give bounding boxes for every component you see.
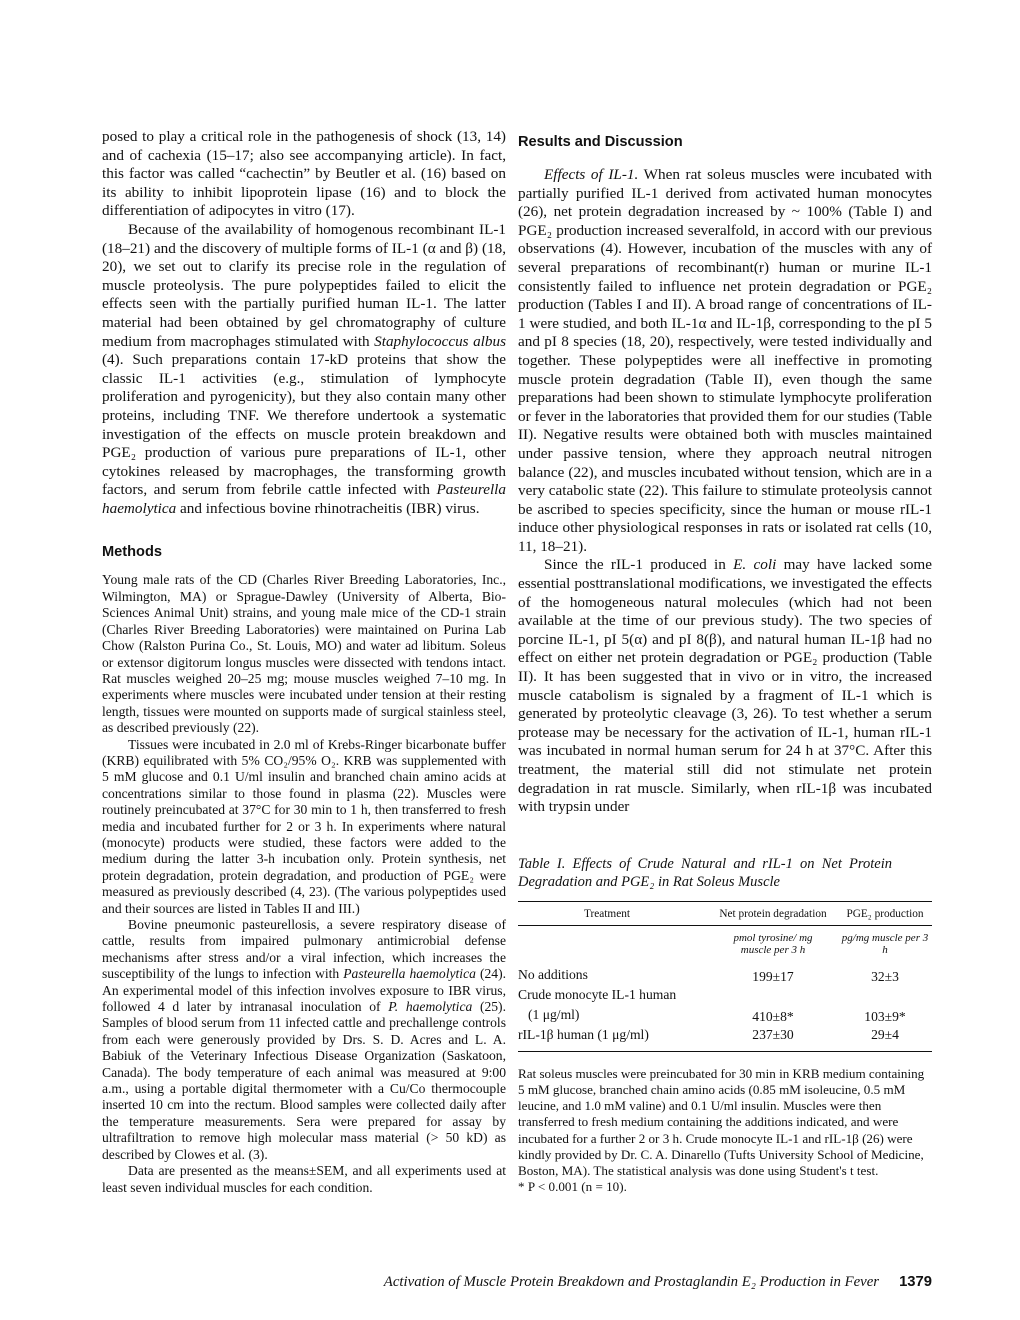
table-unit-degradation: pmol tyrosine/ mg muscle per 3 h	[733, 931, 813, 957]
methods-paragraph-1: Young male rats of the CD (Charles River Breeding Laboratories, Inc., Wilmington, MA) or Sprague-Dawley (University of Alberta, Bio-Sciences Animal Unit) strains, and young male mice of the CD-1 strain (Charles River Breeding Laboratories) were maintained on Purina Lab Chow (Ralston Purina Co., St. Louis, MO) and water ad libitum. Soleus or extensor digitorum longus muscles were dissected with tendons intact. Rat muscles weighed 20–25 mg; mouse muscles weighed 7–10 mg. In experiments where muscles were incubated under tension at their resting length, tissues were mounted on supports made of surgical stainless steel, as described previously (22).	[102, 572, 506, 736]
methods-paragraph-2: Tissues were incubated in 2.0 ml of Krebs-Ringer bicarbonate buffer (KRB) equilibrated with 5% CO₂/95% O₂. KRB was supplemented with 5 mM glucose and 0.1 U/ml insulin and branched chain amino acids at concentrations similar to those found in plasma (22). Muscles were routinely preincubated at 37°C for 30 min to 1 h, then transferred to fresh media and incubated further for 2 or 3 h. In experiments where natural (monocyte) products were studied, these factors were added to the medium during the latter 3-h incubation only. Protein synthesis, net protein degradation, protein degradation, and production of PGE₂ were measured as previously described (4, 23). (The various polypeptides used and their sources are listed in Tables II and III.)	[102, 736, 506, 916]
table-row: No additions 199±17 32±3	[518, 966, 899, 984]
table-header-treatment: Treatment	[584, 907, 631, 920]
methods-paragraph-3: Bovine pneumonic pasteurellosis, a severe respiratory disease of cattle, results from impaired pulmonary antimicrobial defense mechanisms after stress and/or a viral infection, which increases the susceptibility of the lungs to infection with Pasteurella haemolytica (24). An experimental model of this infection involves exposure to IBR virus, followed 4 d later by intranasal inoculation of P. haemolytica (25). Samples of blood serum from 11 infected cattle and prechallenge controls from each were generously provided by Drs. S. D. Acres and L. A. Babiuk of the Veterinary Infectious Disease Organization (Saskatoon, Canada). The body temperature of each animal was measured at 9:00 a.m., using a portable digital thermometer with a Cu/Co thermocouple inserted 10 cm into the rectum. Blood samples were collected daily after the temperature measurements. Sera were prepared for assay by ultrafiltration to remove high molecular mass material (> 50 kD) as described by Clowes et al. (3).	[102, 917, 506, 1162]
table-row: Crude monocyte IL-1 human	[518, 986, 677, 1002]
table-row: rIL-1β human (1 μg/ml) 237±30 29±4	[518, 1026, 899, 1042]
table-title: Table I. Effects of Crude Natural and rIL-1 on Net Protein Degradation and PGE₂ in Rat Soleus Muscle	[518, 855, 892, 890]
table-unit-pge2: pg/mg muscle per 3 h	[841, 931, 929, 957]
table-1-grid	[518, 902, 932, 1066]
page-footer	[380, 1274, 932, 1291]
methods-paragraph-4: Data are presented as the means±SEM, and all experiments used at least seven individual muscles for each condition.	[102, 1163, 506, 1195]
intro-paragraph-1: posed to play a critical role in the pathogenesis of shock (13, 14) and of cachexia (15–17; also see accompanying article). In fact, this factor was called “cachectin” by Beutler et al. (16) based on its ability to inhibit lipoprotein lipase (16) and to block the differentiation of adipocytes in vitro (17).	[102, 128, 506, 220]
table-note: Rat soleus muscles were preincubated for 30 min in KRB medium containing 5 mM glucose, branched chain amino acids (0.85 mM isoleucine, 0.5 mM leucine, and 1.0 mM valine) and 0.1 U/ml insulin. Muscles were then transferred to fresh medium containing the additions indicated, and were incubated for a further 2 or 3 h. Crude monocyte IL-1 and rIL-1β (26) were kindly provided by Dr. C. A. Dinarello (Tufts University School of Medicine, Boston, MA). The statistical analysis was done using Student's t test.	[518, 1065, 925, 1178]
running-title: Activation of Muscle Protein Breakdown and Prostaglandin E₂ Production in Fever	[383, 1274, 880, 1290]
page-number: 1379	[899, 1274, 932, 1290]
intro-paragraph-2: Because of the availability of homogenous recombinant IL-1 (18–21) and the discovery of multiple forms of IL-1 (α and β) (18, 20), we set out to clarify its precise role in the regulation of muscle proteolysis. The pure polypeptides failed to elicit the effects seen with the partially purified human IL-1. The latter material had been obtained by gel chromatography of culture medium from macrophages stimulated with Staphylococcus albus (4). Such preparations contain 17-kD proteins that show the classic IL-1 activities (e.g., stimulation of lymphocyte proliferation and pyrogenicity), but they also contain many other proteins, including TNF. We therefore undertook a systematic investigation of the effects on muscle protein breakdown and PGE₂ production of various pure preparations of IL-1, other cytokines released by macrophages, the transforming growth factors, and serum from febrile cattle infected with Pasteurella haemolytica and infectious bovine rhinotracheitis (IBR) virus.	[102, 220, 506, 517]
results-paragraph-1: Effects of IL-1. When rat soleus muscles were incubated with partially purified IL-1 derived from activated human monocytes (26), net protein degradation increased by ~ 100% (Table I) and PGE₂ production increased severalfold, in accord with our previous observations (4). However, incubation of the muscles with any of several preparations of recombinant(r) human or murine IL-1 consistently failed to influence net protein degradation or PGE₂ production (Tables I and II). A broad range of concentrations of IL-1 were studied, and both IL-1α and IL-1β, corresponding to the pI 5 and pI 8 species (18, 20), respectively, were tested individually and together. These polypeptides were all ineffective in promoting muscle protein degradation (Table II), even though the same preparations had been shown to stimulate lymphocyte proliferation or fever in the laboratories that provided them for our studies (Table II). Negative results were obtained both with muscles maintained under passive tension, where they approach neutral nitrogen balance (22), and muscles incubated without tension, which are in a very catabolic state (22). This failure to stimulate proteolysis cannot be ascribed to species specificity, since the human or mouse rIL-1 induce other physiological responses in rats or isolated rat cells (10, 11, 18–21).	[518, 166, 933, 555]
results-paragraph-2: Since the rIL-1 produced in E. coli may have lacked some essential posttranslational modifications, we investigated the effects of the homogeneous natural molecules (which had not been available at the time of our previous study). The two species of porcine IL-1, pI 5(α) and pI 8(β), and natural human IL-1β had no effect on either net protein degradation or PGE₂ production (Table II). It has been suggested that in vivo or in vitro, the increased muscle catabolism is signaled by a fragment of IL-1 which is generated by proteolytic cleavage (3, 26). To test whether a serum protease may be necessary for the activation of IL-1, human rIL-1 was incubated in normal human serum for 24 h at 37°C. After this treatment, the material still did not stimulate net protein degradation in rat muscle. Similarly, when rIL-1β was incubated with trypsin under	[518, 556, 932, 816]
table-significance: * P < 0.001 (n = 10).	[518, 1179, 627, 1195]
methods-heading: Methods	[102, 544, 162, 561]
left-column	[102, 128, 506, 1196]
table-1	[518, 855, 932, 1196]
table-row: (1 μg/ml) 410±8* 103±9*	[528, 1006, 906, 1024]
right-column	[518, 128, 932, 1195]
table-header-pge2: PGE₂ production	[846, 907, 924, 920]
results-heading: Results and Discussion	[518, 134, 683, 150]
table-header-degradation: Net protein degradation	[719, 907, 827, 920]
